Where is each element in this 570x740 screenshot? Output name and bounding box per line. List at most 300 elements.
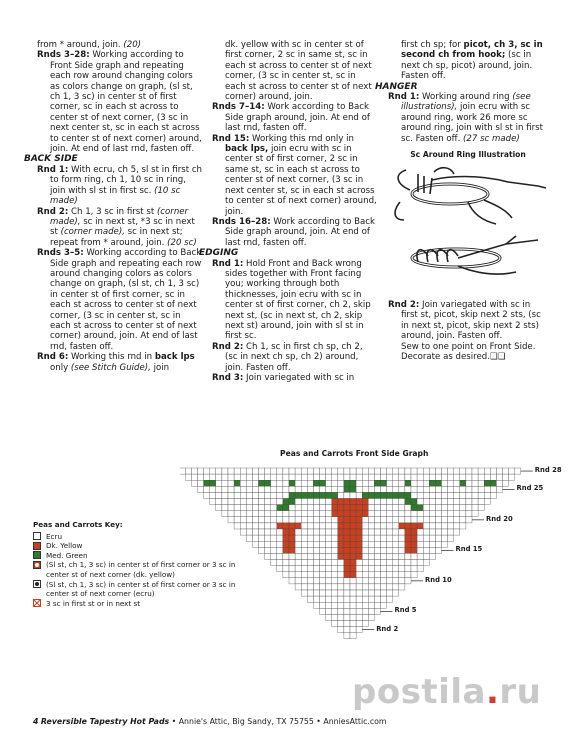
graph-cell [283, 523, 289, 529]
graph-cell [344, 480, 350, 486]
graph-cell [374, 553, 380, 559]
graph-cell [350, 596, 356, 602]
graph-cell [240, 474, 246, 480]
graph-cell [326, 486, 332, 492]
graph-cell [344, 572, 350, 578]
graph-cell [320, 547, 326, 553]
graph-cell [442, 492, 448, 498]
graph-cell [265, 492, 271, 498]
graph-cell [332, 511, 338, 517]
instruction-rnd-6: Rnd 6: Working this rnd in back lps only (see Stitch Guide), join [37, 352, 195, 373]
graph-cell [368, 517, 374, 523]
graph-cell [405, 578, 411, 584]
graph-cell [344, 492, 350, 498]
graph-cell [374, 486, 380, 492]
graph-cell [478, 480, 484, 486]
graph-cell [496, 468, 502, 474]
graph-cell [344, 547, 350, 553]
ring-illustration-drawing [388, 162, 548, 290]
graph-cell [362, 560, 368, 566]
graph-cell [228, 499, 234, 505]
graph-cell [210, 486, 216, 492]
graph-cell [429, 523, 435, 529]
graph-cell [429, 492, 435, 498]
graph-cell [265, 547, 271, 553]
graph-cell [313, 511, 319, 517]
graph-cell [326, 529, 332, 535]
graph-cell [374, 541, 380, 547]
graph-cell [265, 523, 271, 529]
graph-cell [313, 517, 319, 523]
graph-cell [307, 596, 313, 602]
graph-cell [344, 468, 350, 474]
key-item [33, 580, 258, 599]
graph-cell [313, 499, 319, 505]
graph-cell [387, 590, 393, 596]
graph-cell [271, 492, 277, 498]
graph-cell [350, 627, 356, 633]
graph-cell [393, 511, 399, 517]
graph-cell [289, 541, 295, 547]
graph-cell [326, 553, 332, 559]
paragraph: from * around, join. (20) [37, 40, 142, 50]
graph-cell [344, 560, 350, 566]
graph-cell [289, 480, 295, 486]
graph-cell [271, 468, 277, 474]
section-heading-back-side: BACK SIDE [24, 154, 78, 165]
graph-cell [210, 468, 216, 474]
graph-cell [338, 474, 344, 480]
graph-cell [259, 517, 265, 523]
graph-cell [387, 486, 393, 492]
graph-cell [240, 468, 246, 474]
graph-cell [332, 517, 338, 523]
graph-cell [484, 486, 490, 492]
graph-cell [368, 590, 374, 596]
graph-cell [307, 572, 313, 578]
graph-cell [381, 566, 387, 572]
graph-cell [185, 474, 191, 480]
graph-cell [289, 560, 295, 566]
graph-cell [313, 572, 319, 578]
graph-cell [320, 608, 326, 614]
graph-cell [381, 535, 387, 541]
graph-cell [381, 474, 387, 480]
graph-cell [301, 584, 307, 590]
graph-cell [362, 492, 368, 498]
graph-cell [350, 535, 356, 541]
key-swatch [33, 551, 41, 559]
graph-cell [393, 480, 399, 486]
graph-cell [326, 566, 332, 572]
graph-cell [344, 505, 350, 511]
graph-cell [429, 553, 435, 559]
graph-cell [387, 553, 393, 559]
graph-cell [332, 474, 338, 480]
graph-cell [277, 566, 283, 572]
graph-cell [429, 541, 435, 547]
graph-cell [338, 499, 344, 505]
graph-cell [490, 474, 496, 480]
graph-cell [393, 547, 399, 553]
graph-cell [442, 480, 448, 486]
graph-cell [320, 517, 326, 523]
graph-cell [265, 541, 271, 547]
graph-cell [411, 492, 417, 498]
graph-cell [374, 590, 380, 596]
graph-cell [210, 499, 216, 505]
graph-cell [460, 517, 466, 523]
graph-cell [307, 468, 313, 474]
graph-cell [332, 584, 338, 590]
graph-cell [289, 572, 295, 578]
graph-cell [381, 547, 387, 553]
graph-cell [478, 505, 484, 511]
graph-cell [423, 547, 429, 553]
graph-cell [259, 480, 265, 486]
graph-cell [216, 486, 222, 492]
page-footer [33, 717, 387, 726]
graph-cell [374, 474, 380, 480]
graph-cell [338, 590, 344, 596]
graph-cell [393, 492, 399, 498]
graph-cell [320, 492, 326, 498]
graph-cell [362, 596, 368, 602]
graph-cell [411, 553, 417, 559]
graph-cell [442, 499, 448, 505]
graph-cell [356, 621, 362, 627]
graph-cell [368, 560, 374, 566]
graph-cell [228, 480, 234, 486]
graph-cell [466, 499, 472, 505]
page-number: 4 [33, 717, 39, 726]
graph-cell [472, 505, 478, 511]
graph-cell [368, 492, 374, 498]
graph-cell [191, 480, 197, 486]
graph-cell [417, 529, 423, 535]
graph-cell [301, 523, 307, 529]
graph-cell [381, 553, 387, 559]
graph-cell [423, 474, 429, 480]
graph-cell [374, 523, 380, 529]
graph-cell [405, 474, 411, 480]
graph-cell [368, 596, 374, 602]
graph-cell [368, 584, 374, 590]
graph-cell [320, 584, 326, 590]
graph-cell [295, 492, 301, 498]
graph-cell [289, 553, 295, 559]
graph-cell [448, 480, 454, 486]
graph-cell [295, 517, 301, 523]
graph-cell [362, 486, 368, 492]
graph-cell [277, 517, 283, 523]
key-swatch [33, 580, 41, 588]
graph-cell [399, 480, 405, 486]
graph-cell [338, 621, 344, 627]
graph-cell [271, 560, 277, 566]
graph-cell [405, 468, 411, 474]
graph-cell [393, 535, 399, 541]
graph-cell [405, 492, 411, 498]
graph-cell [222, 486, 228, 492]
graph-cell [362, 505, 368, 511]
graph-cell [307, 505, 313, 511]
graph-cell [204, 486, 210, 492]
graph-cell [198, 486, 204, 492]
graph-cell [326, 499, 332, 505]
graph-cell [387, 547, 393, 553]
graph-cell [338, 608, 344, 614]
graph-cell [393, 468, 399, 474]
graph-cell [283, 474, 289, 480]
graph-cell [454, 480, 460, 486]
graph-cell [313, 602, 319, 608]
graph-cell [435, 486, 441, 492]
graph-cell [320, 602, 326, 608]
graph-cell [411, 529, 417, 535]
graph-cell [216, 505, 222, 511]
graph-cell [350, 529, 356, 535]
graph-cell [289, 566, 295, 572]
key-label: Med. Green [46, 550, 88, 560]
graph-cell [313, 468, 319, 474]
graph-cell [252, 499, 258, 505]
graph-cell [362, 602, 368, 608]
graph-cell [295, 535, 301, 541]
graph-cell [362, 578, 368, 584]
graph-cell [320, 566, 326, 572]
key-label: (Sl st, ch 1, 3 sc) in center st of first corner or 3 sc in center st of next corner (dk. yellow) [46, 560, 236, 579]
graph-cell [387, 474, 393, 480]
graph-cell [374, 517, 380, 523]
graph-cell [411, 566, 417, 572]
graph-cell [180, 468, 185, 474]
graph-cell [356, 553, 362, 559]
graph-cell [399, 560, 405, 566]
graph-cell [429, 547, 435, 553]
graph-cell [411, 541, 417, 547]
graph-cell [423, 560, 429, 566]
graph-cell [326, 468, 332, 474]
graph-cell [271, 505, 277, 511]
graph-cell [356, 608, 362, 614]
graph-cell [417, 474, 423, 480]
graph-cell [332, 614, 338, 620]
graph-cell [423, 535, 429, 541]
graph-cell [307, 560, 313, 566]
graph-cell [466, 480, 472, 486]
graph-cell [448, 499, 454, 505]
graph-cell [393, 517, 399, 523]
graph-cell [368, 529, 374, 535]
graph-cell [435, 474, 441, 480]
graph-cell [313, 486, 319, 492]
graph-cell [222, 492, 228, 498]
round-label: Rnd 10 [425, 575, 452, 584]
graph-cell [338, 553, 344, 559]
graph-cell [265, 474, 271, 480]
graph-cell [350, 614, 356, 620]
graph-cell [350, 560, 356, 566]
graph-cell [307, 499, 313, 505]
graph-cell [350, 621, 356, 627]
graph-cell [435, 492, 441, 498]
graph-cell [350, 486, 356, 492]
graph-cell [435, 480, 441, 486]
graph-cell [344, 633, 350, 639]
graph-cell [374, 492, 380, 498]
graph-cell [307, 492, 313, 498]
graph-cell [399, 505, 405, 511]
graph-cell [509, 468, 515, 474]
graph-cell [466, 511, 472, 517]
graph-cell [393, 474, 399, 480]
graph-cell [496, 480, 502, 486]
graph-cell [387, 596, 393, 602]
graph-cell [368, 468, 374, 474]
graph-cell [344, 553, 350, 559]
graph-cell [448, 517, 454, 523]
graph-cell [301, 492, 307, 498]
graph-cell [289, 468, 295, 474]
sc-around-ring-illustration [388, 150, 548, 294]
graph-cell [289, 529, 295, 535]
graph-cell [228, 474, 234, 480]
graph-cell [356, 584, 362, 590]
key-swatch [33, 542, 41, 550]
graph-cell [271, 486, 277, 492]
graph-cell [246, 486, 252, 492]
graph-cell [454, 505, 460, 511]
graph-cell [393, 578, 399, 584]
graph-cell [381, 468, 387, 474]
graph-cell [478, 499, 484, 505]
graph-cell [381, 517, 387, 523]
graph-cell [368, 523, 374, 529]
round-label: Rnd 20 [486, 514, 513, 523]
graph-cell [399, 474, 405, 480]
paragraph: dk. yellow with sc in center st of first corner, 2 sc in same st, sc in each st across to center st of next corner, (3 sc in center st, sc in each st across to center st of next corner) around, join. [225, 40, 372, 103]
graph-cell [393, 529, 399, 535]
graph-cell [246, 468, 252, 474]
graph-cell [344, 523, 350, 529]
instruction-hanger-rnd-2: Rnd 2: Join variegated with sc in first st, picot, skip next 2 sts, (sc in next st, picot, skip next 2 sts) around, join. Fasten off. [388, 299, 541, 342]
section-heading-edging: EDGING [199, 248, 239, 259]
graph-cell [313, 523, 319, 529]
graph-cell [313, 547, 319, 553]
graph-cell [332, 590, 338, 596]
graph-cell [356, 560, 362, 566]
graph-cell [338, 547, 344, 553]
graph-cell [271, 480, 277, 486]
instruction-rnds-3-28: Rnds 3–28: Working according to Front Side graph and repeating each row around changing colors as colors change on graph, (sl st, ch 1, 3 sc) in center st of first corner, sc in each st across to center st of next corner, (3 sc in next center st, sc in each st across to center st of next corner) around, join. At end of last rnd, fasten off. [37, 50, 202, 155]
graph-cell [417, 505, 423, 511]
graph-cell [301, 566, 307, 572]
text-column-1 [24, 40, 202, 373]
graph-cell [442, 541, 448, 547]
graph-cell [374, 566, 380, 572]
graph-cell [234, 492, 240, 498]
graph-cell [301, 486, 307, 492]
graph-cell [216, 499, 222, 505]
graph-cell [368, 541, 374, 547]
graph-cell [399, 511, 405, 517]
graph-cell [313, 584, 319, 590]
graph-cell [484, 499, 490, 505]
graph-cell [356, 535, 362, 541]
graph-cell [368, 511, 374, 517]
graph-cell [265, 553, 271, 559]
graph-cell [472, 499, 478, 505]
graph-cell [411, 474, 417, 480]
graph-cell [435, 529, 441, 535]
graph-cell [344, 621, 350, 627]
graph-cell [313, 596, 319, 602]
graph-cell [368, 535, 374, 541]
graph-cell [429, 529, 435, 535]
instruction-rnd-15: Rnd 15: Working this rnd only in back lps, join ecru with sc in center st of first corner, 2 sc in same st, sc in each st across to center st of next corner, (3 sc in next center st, sc in each st across to center st of next corner) around, join. [212, 133, 377, 217]
graph-cell [435, 523, 441, 529]
graph-cell [399, 572, 405, 578]
graph-cell [313, 578, 319, 584]
graph-cell [332, 535, 338, 541]
graph-cell [301, 535, 307, 541]
key-item [33, 541, 258, 551]
color-key [33, 520, 258, 608]
graph-cell [356, 578, 362, 584]
graph-cell [460, 480, 466, 486]
graph-cell [429, 517, 435, 523]
graph-cell [454, 523, 460, 529]
graph-cell [356, 614, 362, 620]
graph-cell [399, 529, 405, 535]
graph-cell [191, 474, 197, 480]
graph-cell [289, 486, 295, 492]
graph-cell [332, 547, 338, 553]
graph-cell [362, 511, 368, 517]
graph-cell [405, 560, 411, 566]
graph-cell [381, 486, 387, 492]
graph-cell [338, 566, 344, 572]
graph-cell [466, 505, 472, 511]
graph-cell [259, 492, 265, 498]
graph-cell [326, 523, 332, 529]
graph-cell [387, 541, 393, 547]
graph-cell [442, 511, 448, 517]
graph-cell [350, 590, 356, 596]
graph-cell [313, 535, 319, 541]
graph-cell [429, 511, 435, 517]
graph-cell [259, 529, 265, 535]
key-label: 3 sc in first st or in next st [46, 598, 141, 608]
graph-cell [210, 480, 216, 486]
graph-cell [472, 486, 478, 492]
key-title: Peas and Carrots Key: [33, 520, 123, 529]
key-item [33, 560, 258, 579]
graph-cell [332, 499, 338, 505]
graph-cell [307, 547, 313, 553]
graph-cell [326, 560, 332, 566]
graph-cell [435, 547, 441, 553]
graph-cell [320, 541, 326, 547]
graph-cell [454, 492, 460, 498]
graph-cell [387, 492, 393, 498]
graph-cell [429, 474, 435, 480]
graph-cell [381, 590, 387, 596]
graph-cell [271, 529, 277, 535]
graph-cell [326, 578, 332, 584]
graph-cell [381, 584, 387, 590]
